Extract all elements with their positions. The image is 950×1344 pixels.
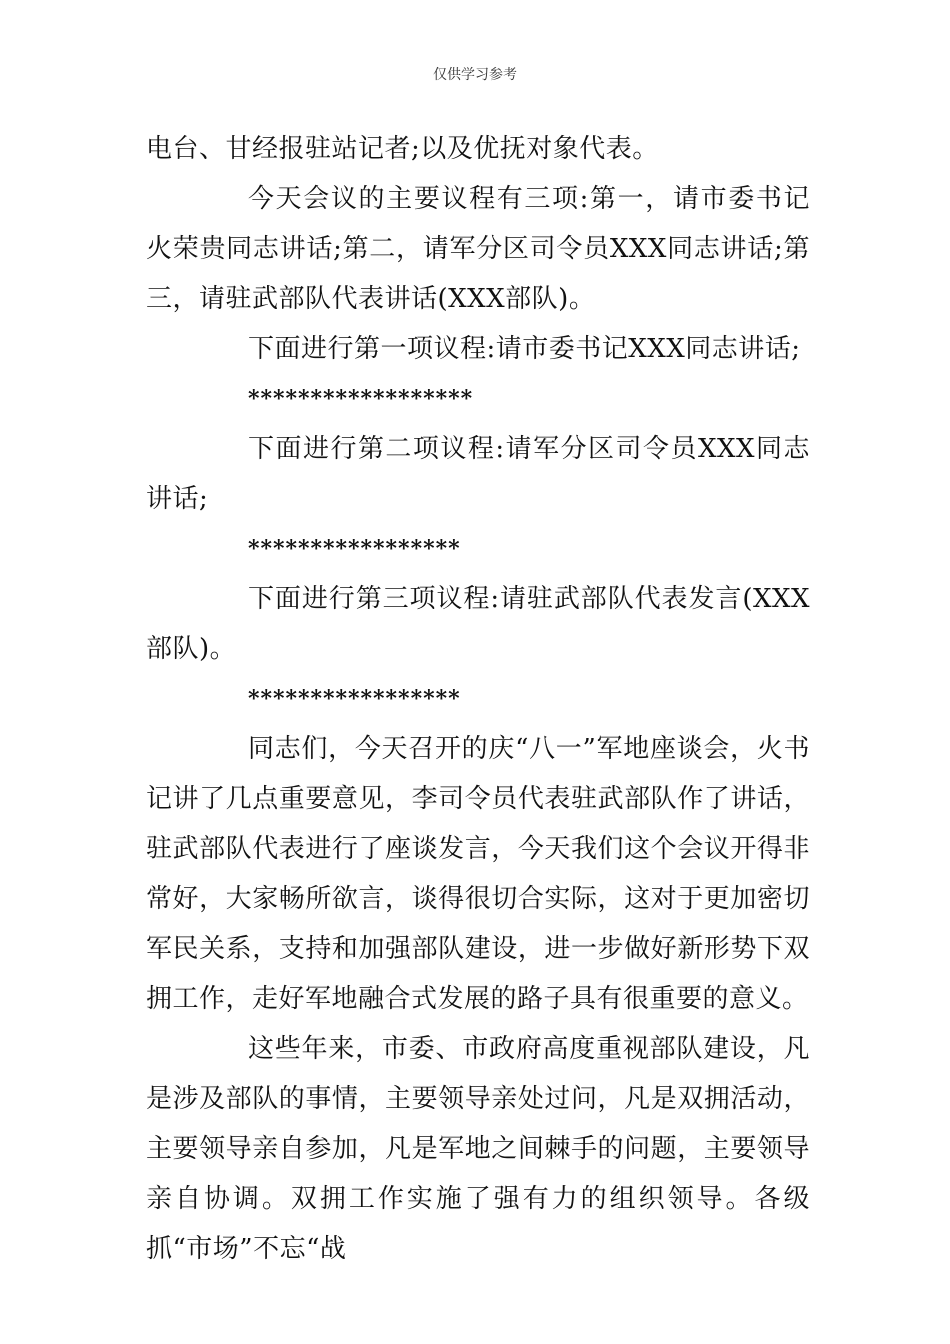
paragraph-background: 这些年来，市委、市政府高度重视部队建设，凡是涉及部队的事情，主要领导亲处过问，凡是双拥活动，主要领导亲自参加，凡是军地之间棘手的问题，主要领导亲自协调。双拥工作实施了强有力的组织领导。各级抓“市场”不忘“战 (146, 1034, 810, 1264)
separator-stars-1: ****************** (248, 386, 474, 412)
page-header: 仅供学习参考 (433, 67, 517, 83)
separator-stars-2: ***************** (248, 536, 461, 562)
paragraph-agenda: 今天会议的主要议程有三项:第一，请市委书记火荣贵同志讲话;第二，请军分区司令员XXX同志讲话;第三，请驻武部队代表讲话(XXX部队)。 (146, 184, 810, 314)
paragraph-item-1: 下面进行第一项议程:请市委书记XXX同志讲话; (248, 334, 801, 364)
paragraph-summary: 同志们，今天召开的庆“八一”军地座谈会，火书记讲了几点重要意见，李司令员代表驻武部队作了讲话，驻武部队代表进行了座谈发言，今天我们这个会议开得非常好，大家畅所欲言，谈得很切合实际，这对于更加密切军民关系，支持和加强部队建设，进一步做好新形势下双拥工作，走好军地融合式发展的路子具有很重要的意义。 (146, 734, 810, 1014)
paragraph-item-3: 下面进行第三项议程:请驻武部队代表发言(XXX部队)。 (146, 584, 810, 664)
document-body (146, 124, 810, 1274)
paragraph-1: 电台、甘经报驻站记者;以及优抚对象代表。 (146, 134, 659, 164)
separator-stars-3: ***************** (248, 686, 461, 712)
paragraph-item-2: 下面进行第二项议程:请军分区司令员XXX同志讲话; (146, 434, 810, 514)
